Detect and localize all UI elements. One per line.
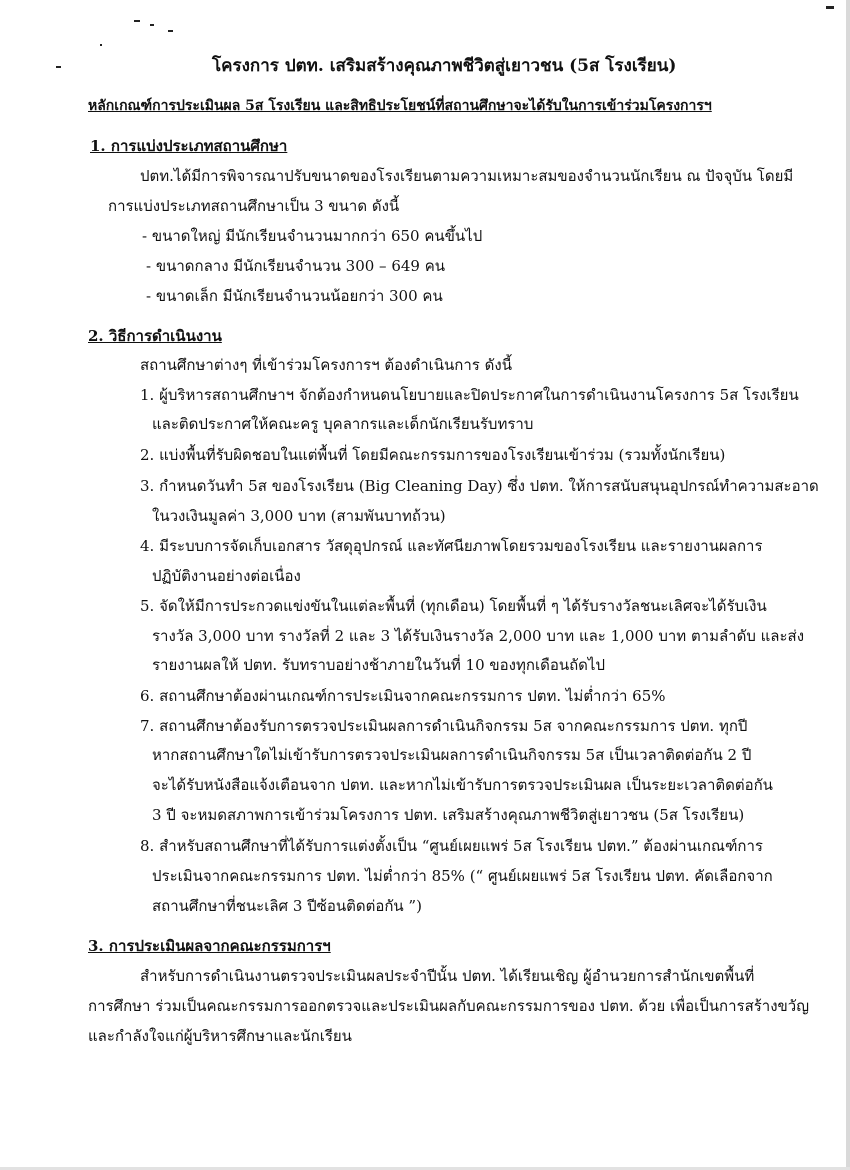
list-item: จะได้รับหนังสือแจ้งเตือนจาก ปตท. และหากไม่เข้ารับการตรวจประเมินผล เป็นระยะเวลาติดต่อกัน <box>152 776 773 794</box>
list-item: ในวงเงินมูลค่า 3,000 บาท (สามพันบาทถ้วน) <box>152 507 446 525</box>
list-item: 3. กำหนดวันทำ 5ส ของโรงเรียน (Big Cleaning Day) ซึ่ง ปตท. ให้การสนับสนุนอุปกรณ์ทำความสะอาด <box>140 477 819 495</box>
list-item: หากสถานศึกษาใดไม่เข้ารับการตรวจประเมินผลการดำเนินกิจกรรม 5ส เป็นเวลาติดต่อกัน 2 ปี <box>152 746 752 764</box>
scan-speck <box>826 6 834 9</box>
scan-speck <box>56 66 61 68</box>
page-subtitle: หลักเกณฑ์การประเมินผล 5ส โรงเรียน และสิทธิประโยชน์ที่สถานศึกษาจะได้รับในการเข้าร่วมโครงการฯ <box>88 98 712 114</box>
section2-heading: 2. วิธีการดำเนินงาน <box>88 327 222 345</box>
list-item: 4. มีระบบการจัดเก็บเอกสาร วัสดุอุปกรณ์ และทัศนียภาพโดยรวมของโรงเรียน และรายงานผลการ <box>140 537 763 555</box>
section3-heading: 3. การประเมินผลจากคณะกรรมการฯ <box>88 937 331 955</box>
section1-heading: 1. การแบ่งประเภทสถานศึกษา <box>90 137 288 155</box>
section1-paragraph: การแบ่งประเภทสถานศึกษาเป็น 3 ขนาด ดังนี้ <box>108 197 400 215</box>
section3-paragraph: สำหรับการดำเนินงานตรวจประเมินผลประจำปีนั้น ปตท. ได้เรียนเชิญ ผู้อำนวยการสำนักเขตพื้นที่ <box>140 967 755 985</box>
list-item: ปฏิบัติงานอย่างต่อเนื่อง <box>152 567 301 585</box>
list-item: 3 ปี จะหมดสภาพการเข้าร่วมโครงการ ปตท. เสริมสร้างคุณภาพชีวิตสู่เยาวชน (5ส โรงเรียน) <box>152 806 745 824</box>
list-item: และติดประกาศให้คณะครู บุคลากรและเด็กนักเรียนรับทราบ <box>152 415 534 433</box>
list-item: - ขนาดใหญ่ มีนักเรียนจำนวนมากกว่า 650 คนขึ้นไป <box>142 227 483 245</box>
list-item: รางวัล 3,000 บาท รางวัลที่ 2 และ 3 ได้รับเงินรางวัล 2,000 บาท และ 1,000 บาท ตามลำดับ และส่ง <box>152 627 805 645</box>
scan-speck <box>100 44 102 46</box>
list-item: 2. แบ่งพื้นที่รับผิดชอบในแต่พื้นที่ โดยมีคณะกรรมการของโรงเรียนเข้าร่วม (รวมทั้งนักเรียน) <box>140 446 726 464</box>
section2-intro: สถานศึกษาต่างๆ ที่เข้าร่วมโครงการฯ ต้องดำเนินการ ดังนี้ <box>140 356 512 374</box>
list-item: - ขนาดเล็ก มีนักเรียนจำนวนน้อยกว่า 300 คน <box>146 287 443 305</box>
list-item: - ขนาดกลาง มีนักเรียนจำนวน 300 – 649 คน <box>146 257 446 275</box>
page-title: โครงการ ปตท. เสริมสร้างคุณภาพชีวิตสู่เยาวชน (5ส โรงเรียน) <box>212 56 677 76</box>
list-item: ประเมินจากคณะกรรมการ ปตท. ไม่ต่ำกว่า 85% (“ ศูนย์เผยแพร่ 5ส โรงเรียน ปตท. คัดเลือกจาก <box>152 867 773 885</box>
list-item: 6. สถานศึกษาต้องผ่านเกณฑ์การประเมินจากคณะกรรมการ ปตท. ไม่ต่ำกว่า 65% <box>140 687 666 705</box>
list-item: สถานศึกษาที่ชนะเลิศ 3 ปีซ้อนติดต่อกัน ”) <box>152 897 422 915</box>
list-item: 5. จัดให้มีการประกวดแข่งขันในแต่ละพื้นที่ (ทุกเดือน) โดยพื้นที่ ๆ ได้รับรางวัลชนะเลิศจะได้รับเงิน <box>140 597 767 615</box>
section1-paragraph: ปตท.ได้มีการพิจารณาปรับขนาดของโรงเรียนตามความเหมาะสมของจำนวนนักเรียน ณ ปัจจุบัน โดยมี <box>140 167 794 185</box>
list-item: 1. ผู้บริหารสถานศึกษาฯ จักต้องกำหนดนโยบายและปิดประกาศในการดำเนินงานโครงการ 5ส โรงเรียน <box>140 386 799 404</box>
list-item: 8. สำหรับสถานศึกษาที่ได้รับการแต่งตั้งเป็น “ศูนย์เผยแพร่ 5ส โรงเรียน ปตท.” ต้องผ่านเกณฑ์การ <box>140 837 763 855</box>
scan-edge <box>846 0 850 1170</box>
list-item: รายงานผลให้ ปตท. รับทราบอย่างช้าภายในวันที่ 10 ของทุกเดือนถัดไป <box>152 656 605 674</box>
section3-paragraph: การศึกษา ร่วมเป็นคณะกรรมการออกตรวจและประเมินผลกับคณะกรรมการของ ปตท. ด้วย เพื่อเป็นการสร้างขวัญ <box>88 997 809 1015</box>
section3-paragraph: และกำลังใจแก่ผู้บริหารศึกษาและนักเรียน <box>88 1027 352 1045</box>
scan-speck <box>134 20 140 22</box>
scan-speck <box>150 24 154 26</box>
list-item: 7. สถานศึกษาต้องรับการตรวจประเมินผลการดำเนินกิจกรรม 5ส จากคณะกรรมการ ปตท. ทุกปี <box>140 717 748 735</box>
scan-speck <box>168 30 173 32</box>
